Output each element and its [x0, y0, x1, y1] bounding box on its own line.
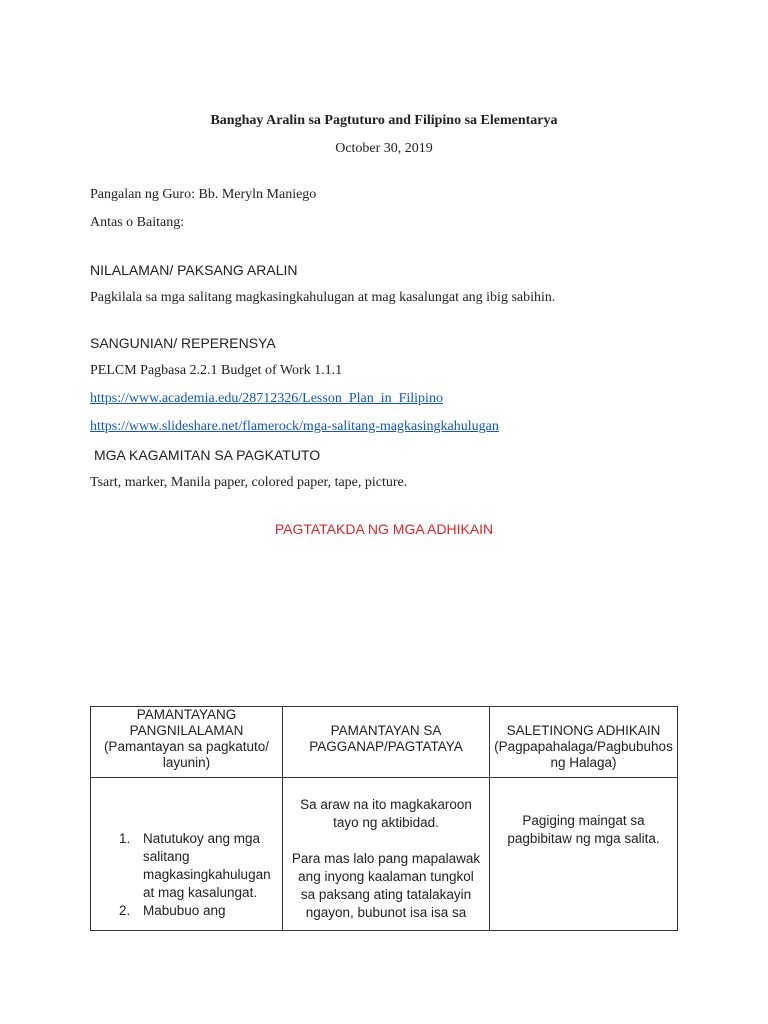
document-title: Banghay Aralin sa Pagtuturo and Filipino sa Elementarya — [210, 113, 558, 128]
objective-1-line-3: magkasingkahulugan — [143, 867, 271, 882]
activity-p1-line-1: Sa araw na ito magkakaroon — [300, 797, 472, 812]
content-heading: NILALAMAN/ PAKSANG ARALIN — [90, 262, 298, 278]
header-col1-line1: PAMANTAYANG — [136, 707, 237, 722]
header-col3-line3: ng Halaga) — [550, 755, 617, 770]
list-item — [91, 830, 282, 902]
table-row — [91, 778, 678, 931]
objective-1-line-1: Natutukoy ang mga — [143, 831, 261, 846]
header-col2-line1: PAMANTAYAN SA — [330, 723, 442, 738]
value-line-2: pagbibitaw ng mga salita. — [507, 831, 660, 846]
objective-1-line-4: at mag kasalungat. — [143, 885, 258, 900]
objectives-heading: PAGTATAKDA NG MGA ADHIKAIN — [274, 521, 494, 537]
header-col1-line3: (Pamantayan sa pagkatuto/ — [103, 739, 270, 754]
reference-link-row-2 — [90, 418, 499, 436]
header-col3-line2: (Pagpapahalaga/Pagbubuhos — [494, 739, 673, 754]
reference-text: PELCM Pagbasa 2.2.1 Budget of Work 1.1.1 — [90, 363, 343, 378]
objective-1-line-2: salitang — [143, 849, 190, 864]
activity-p1-line-2: tayo ng aktibidad. — [333, 815, 439, 830]
header-col3-line1: SALETINONG ADHIKAIN — [506, 723, 661, 738]
materials-text: Tsart, marker, Manila paper, colored paper, tape, picture. — [90, 475, 408, 490]
objectives-cell — [91, 778, 283, 931]
activity-p2-line-2: ang inyong kaalaman tungkol — [298, 869, 474, 884]
header-col1-line4: layunin) — [162, 755, 211, 770]
list-item-number: 1. — [119, 831, 131, 846]
reference-heading: SANGUNIAN/ REPERENSYA — [90, 335, 276, 351]
reference-link-row-1 — [90, 390, 443, 408]
list-item-number: 2. — [119, 903, 131, 918]
table-header-row — [91, 707, 678, 778]
lesson-plan-table — [90, 706, 678, 931]
header-cell-content-standard — [91, 707, 283, 778]
activity-p2-line-3: sa paksang ating tatalakayin — [300, 887, 472, 902]
header-cell-value-goal — [490, 707, 678, 778]
document-date: October 30, 2019 — [335, 141, 433, 156]
grade-level: Antas o Baitang: — [90, 215, 185, 230]
objectives-list — [91, 830, 282, 920]
slideshare-link[interactable]: https://www.slideshare.net/flamerock/mga-salitang-magkasingkahulugan — [90, 419, 499, 434]
value-line-1: Pagiging maingat sa — [522, 813, 645, 828]
academia-link[interactable]: https://www.academia.edu/28712326/Lesson_Plan_in_Filipino — [90, 391, 443, 406]
content-text: Pagkilala sa mga salitang magkasingkahulugan at mag kasalungat ang ibig sabihin. — [90, 290, 556, 305]
activity-p2-line-4: ngayon, bubunot isa isa sa — [305, 905, 467, 920]
header-col2-line2: PAGGANAP/PAGTATAYA — [309, 739, 463, 754]
materials-heading: MGA KAGAMITAN SA PAGKATUTO — [94, 447, 321, 463]
list-item — [91, 902, 282, 920]
header-col1-line2: PANGNILALAMAN — [129, 723, 244, 738]
teacher-name: Pangalan ng Guro: Bb. Meryln Maniego — [90, 187, 317, 202]
objective-2-line-1: Mabubuo ang — [143, 903, 226, 918]
activity-cell — [283, 778, 490, 931]
activity-p2-line-1: Para mas lalo pang mapalawak — [291, 851, 481, 866]
header-cell-performance-standard — [283, 707, 490, 778]
value-cell — [490, 778, 678, 931]
